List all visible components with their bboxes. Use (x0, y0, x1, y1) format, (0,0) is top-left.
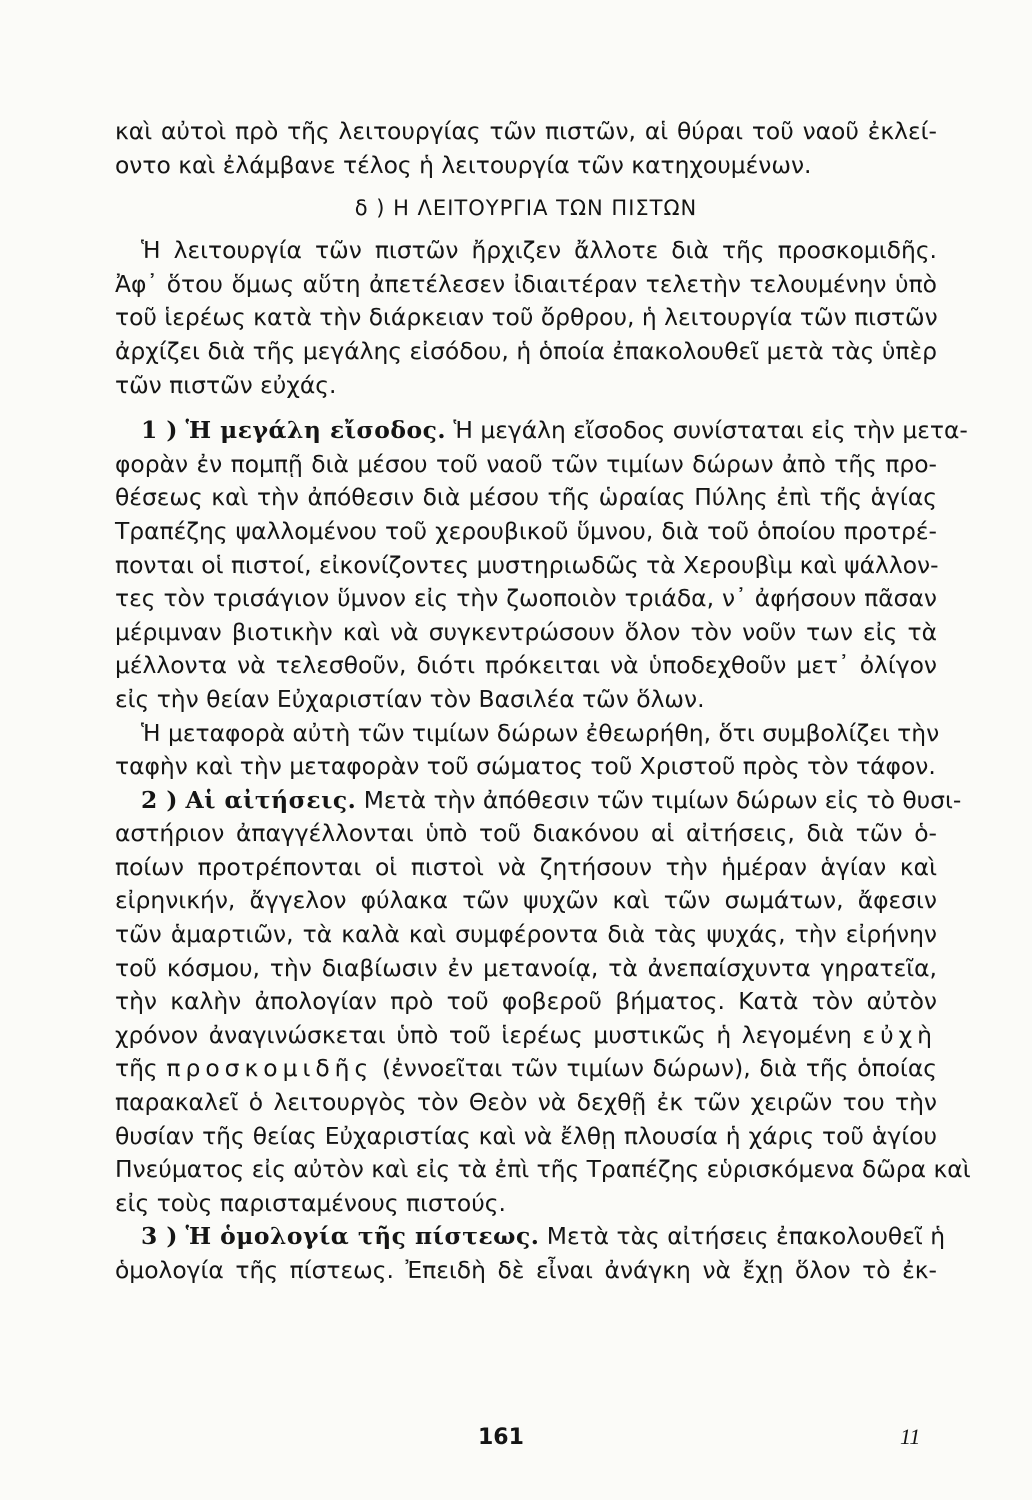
text-run: χρόνον ἀναγινώσκεται ὑπὸ τοῦ ἱερέως μυστικῶς ἡ λεγομένη (115, 1020, 863, 1049)
text-line: φορὰν ἐν πομπῇ διὰ μέσου τοῦ ναοῦ τῶν τιμίων δώρων ἀπὸ τῆς προ- (115, 449, 937, 478)
text-line: εἰς τὴν θείαν Εὐχαριστίαν τὸν Βασιλέα τῶν ὅλων. (115, 684, 705, 713)
text-line: τῶν ἁμαρτιῶν, τὰ καλὰ καὶ συμφέροντα διὰ τὰς ψυχάς, τὴν εἰρήνην (115, 920, 937, 949)
text-line: Τραπέζης ψαλλομένου τοῦ χερουβικοῦ ὕμνου, διὰ τοῦ ὁποίου προτρέ- (115, 516, 937, 545)
text-run: Μετὰ τὰς αἰτήσεις ἐπακολουθεῖ ἡ (539, 1222, 946, 1251)
subsection-number: 2 ) (141, 785, 178, 814)
spaced-term: προσκομιδῆς (166, 1054, 374, 1083)
text-line: μέλλοντα νὰ τελεσθοῦν, διότι πρόκειται νὰ ὑποδεχθοῦν μετ᾽ ὀλίγον (115, 651, 937, 680)
section-heading: δ ) Η ΛΕΙΤΟΥΡΓΙΑ ΤΩΝ ΠΙΣΤΩΝ (354, 196, 698, 221)
text-run: (ἐννοεῖται τῶν τιμίων δώρων), διὰ τῆς ὁποίας (373, 1054, 937, 1083)
text-line: μέριμναν βιοτικὴν καὶ νὰ συγκεντρώσουν ὅλον τὸν νοῦν των εἰς τὰ (115, 617, 937, 646)
subsection-title: Ἡ μεγάλη εἴσοδος. (185, 416, 446, 445)
text-line (115, 1019, 937, 1053)
subsection-first-line (115, 784, 962, 818)
subsection-title: Ἡ ὁμολογία τῆς πίστεως. (185, 1222, 540, 1251)
text-run: Μετὰ τὴν ἀπόθεσιν τῶν τιμίων δώρων εἰς τὸ θυσι- (356, 785, 962, 814)
text-line (115, 1052, 937, 1086)
text-line: Ἀφ᾽ ὅτου ὅμως αὕτη ἀπετέλεσεν ἰδιαιτέραν τελετὴν τελουμένην ὑπὸ (115, 269, 937, 298)
page-number: 161 (478, 1425, 524, 1450)
text-run: Ἡ μεγάλη εἴσοδος συνίσταται εἰς τὴν μετα- (445, 416, 968, 445)
text-line: τοῦ κόσμου, τὴν διαβίωσιν ἐν μετανοίᾳ, τὰ ἀνεπαίσχυντα γηρατεῖα, (115, 953, 937, 982)
text-line: ἀρχίζει διὰ τῆς μεγάλης εἰσόδου, ἡ ὁποία ἐπακολουθεῖ μετὰ τὰς ὑπὲρ (115, 336, 937, 365)
signature-mark: 11 (900, 1424, 921, 1449)
text-line: πονται οἱ πιστοί, εἰκονίζοντες μυστηριωδῶς τὰ Χερουβὶμ καὶ ψάλλον- (115, 550, 939, 579)
subsection-title: Αἱ αἰτήσεις. (185, 785, 357, 814)
text-line: τῶν πιστῶν εὐχάς. (115, 370, 337, 399)
text-line: αστήριον ἀπαγγέλλονται ὑπὸ τοῦ διακόνου αἱ αἰτήσεις, διὰ τῶν ὁ- (115, 819, 937, 848)
spaced-term: εὐχὴ (862, 1020, 937, 1049)
page-body (115, 115, 971, 1288)
text-line: Ἡ λειτουργία τῶν πιστῶν ἤρχιζεν ἄλλοτε διὰ τῆς προσκομιδῆς. (141, 236, 937, 265)
text-line: τὴν καλὴν ἀπολογίαν πρὸ τοῦ φοβεροῦ βήματος. Κατὰ τὸν αὐτὸν (115, 987, 937, 1016)
text-line: Ἡ μεταφορὰ αὐτὴ τῶν τιμίων δώρων ἐθεωρήθη, ὅτι συμβολίζει τὴν (141, 718, 940, 747)
text-line: τες τὸν τρισάγιον ὕμνον εἰς τὴν ζωοποιὸν τριάδα, ν᾽ ἀφήσουν πᾶσαν (115, 584, 937, 613)
text-run: τῆς (115, 1054, 167, 1083)
text-line: τοῦ ἱερέως κατὰ τὴν διάρκειαν τοῦ ὄρθρου, ἡ λειτουργία τῶν πιστῶν (115, 303, 938, 332)
text-line: ποίων προτρέπονται οἱ πιστοὶ νὰ ζητήσουν τὴν ἡμέραν ἁγίαν καὶ (115, 852, 937, 881)
text-line: καὶ αὐτοὶ πρὸ τῆς λειτουργίας τῶν πιστῶν, αἱ θύραι τοῦ ναοῦ ἐκλεί- (115, 117, 937, 145)
subsection-number: 3 ) (141, 1222, 178, 1251)
subsection-first-line (115, 414, 968, 448)
paragraph-gap (115, 402, 937, 414)
text-line: οντο καὶ ἐλάμβανε τέλος ἡ λειτουργία τῶν κατηχουμένων. (115, 150, 812, 179)
text-line: ταφὴν καὶ τὴν μεταφορὰν τοῦ σώματος τοῦ Χριστοῦ πρὸς τὸν τάφον. (115, 752, 936, 781)
text-line: θέσεως καὶ τὴν ἀπόθεσιν διὰ μέσου τῆς ὡραίας Πύλης ἐπὶ τῆς ἁγίας (115, 483, 937, 512)
subsection-first-line (115, 1220, 946, 1254)
text-line: εἰρηνικήν, ἄγγελον φύλακα τῶν ψυχῶν καὶ τῶν σωμάτων, ἄφεσιν (115, 886, 937, 915)
subsection-number: 1 ) (141, 416, 178, 445)
text-line: εἰς τοὺς παρισταμένους πιστούς. (115, 1188, 506, 1217)
text-line: παρακαλεῖ ὁ λειτουργὸς τὸν Θεὸν νὰ δεχθῇ ἐκ τῶν χειρῶν του τὴν (115, 1088, 937, 1117)
text-line: ὁμολογία τῆς πίστεως. Ἐπειδὴ δὲ εἶναι ἀνάγκη νὰ ἔχῃ ὅλον τὸ ἐκ- (115, 1256, 937, 1284)
text-line: Πνεύματος εἰς αὐτὸν καὶ εἰς τὰ ἐπὶ τῆς Τραπέζης εὑρισκόμενα δῶρα καὶ (115, 1155, 971, 1184)
text-line: θυσίαν τῆς θείας Εὐχαριστίας καὶ νὰ ἔλθῃ πλουσία ἡ χάρις τοῦ ἁγίου (115, 1121, 937, 1150)
